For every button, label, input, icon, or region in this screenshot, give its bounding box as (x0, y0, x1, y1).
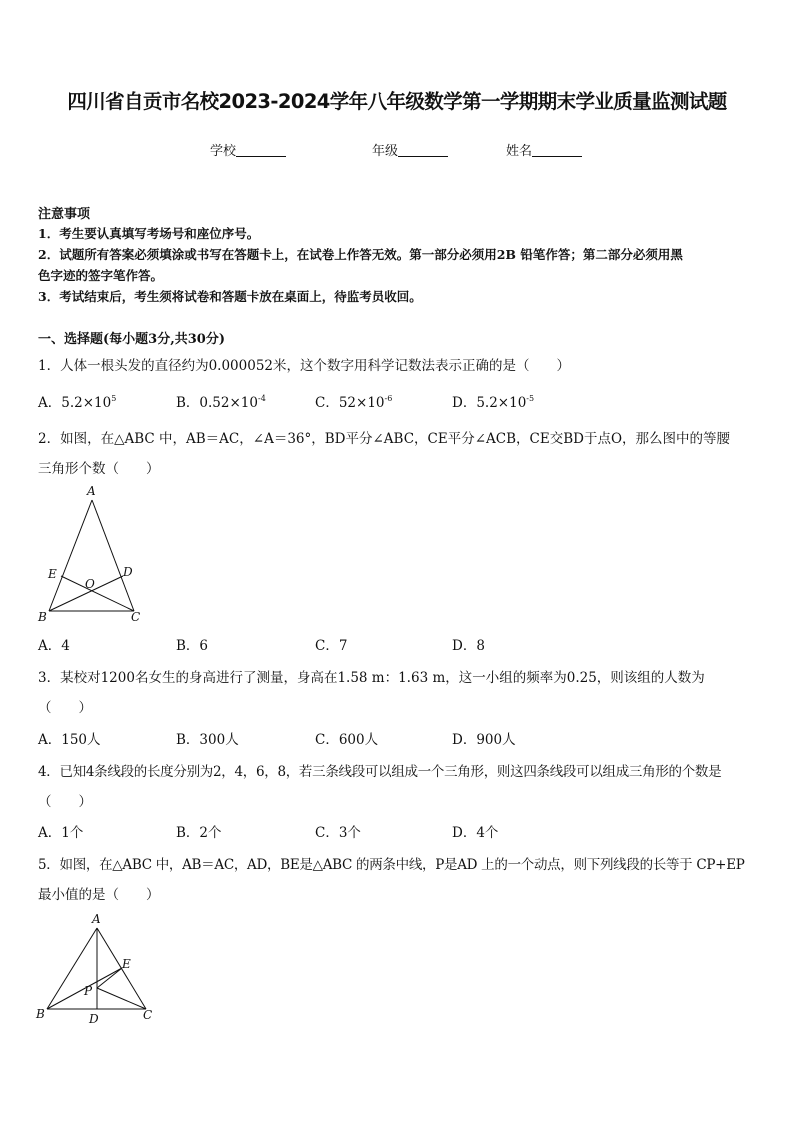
note-3: 3．考试结束后，考生须将试卷和答题卡放在桌面上，待监考员收回。 (38, 289, 422, 304)
q4-option-c: C．3个 (315, 825, 361, 841)
q5-label-a: A (92, 912, 101, 926)
school-field (210, 140, 286, 159)
q5-label-e: E (122, 957, 131, 971)
q4-option-a: A．1个 (38, 825, 84, 841)
q5-segment-pc (97, 988, 146, 1009)
q5-label-b: B (36, 1007, 45, 1021)
note-2: 2．试题所有答案必须填涂或书写在答题卡上，在试卷上作答无效。第一部分必须用2B 铅笔作答；第二部分必须用黑 (38, 247, 683, 262)
grade-blank (398, 142, 448, 157)
q3-option-c: C．600人 (315, 732, 379, 748)
section-heading: 一、选择题(每小题3分,共30分) (38, 332, 225, 347)
q1-option-c: C．$52\times 10^{-6}$ (315, 394, 393, 411)
q4-stem-line2: （ ） (38, 794, 92, 810)
school-blank (236, 142, 286, 157)
q3-option-d: D．900人 (452, 732, 516, 748)
note-1: 1．考生要认真填写考场号和座位序号。 (38, 226, 260, 241)
notes-heading: 注意事项 (38, 207, 91, 222)
q1-stem: 1．人体一根头发的直径约为0.000052米，这个数字用科学记数法表示正确的是（ ） (38, 358, 571, 374)
grade-label: 年级 (372, 144, 399, 159)
q2-stem-line1: 2．如图，在△ABC 中，AB＝AC，∠A＝36°，BD平分∠ABC，CE平分∠ACB，CE交BD于点O，那么图中的等腰 (38, 431, 731, 447)
q5-label-p: P (84, 984, 93, 998)
q5-label-d: D (89, 1012, 99, 1026)
name-blank (532, 142, 582, 157)
grade-field (372, 140, 448, 159)
q2-label-d: D (123, 565, 133, 579)
q3-stem-line1: 3．某校对1200名女生的身高进行了测量，身高在1.58 m：1.63 m，这一小组的频率为0.25，则该组的人数为 (38, 670, 705, 686)
q4-stem-line1: 4．已知4条线段的长度分别为2，4，6，8，若三条线段可以组成一个三角形，则这四条线段可以组成三角形的个数是 (38, 764, 722, 780)
q3-stem-line2: （ ） (38, 700, 92, 716)
q1-option-b: B．$0.52\times 10^{-4}$ (176, 394, 266, 411)
q4-option-b: B．2个 (176, 825, 222, 841)
q2-option-b: B．6 (176, 638, 209, 654)
name-label: 姓名 (506, 144, 533, 159)
q2-stem-line2: 三角形个数（ ） (38, 461, 160, 477)
q3-option-b: B．300人 (176, 732, 239, 748)
q2-label-b: B (38, 610, 47, 624)
q1-option-d: D．$5.2\times 10^{-5}$ (452, 394, 535, 411)
q2-segment-ab (49, 500, 92, 611)
q2-label-o: O (85, 577, 95, 591)
exam-title: 四川省自贡市名校2023-2024学年八年级数学第一学期期末学业质量监测试题 (67, 90, 727, 113)
name-field (506, 140, 582, 159)
q1-option-a: A．$5.2\times 10^5$ (38, 394, 117, 411)
q5-stem-line1: 5．如图，在△ABC 中，AB＝AC，AD，BE是△ABC 的两条中线，P是AD 上的一个动点，则下列线段的长等于 CP+EP (38, 857, 745, 873)
q2-triangle-figure (30, 480, 160, 628)
q5-triangle-figure (30, 908, 160, 1030)
q5-stem-line2: 最小值的是（ ） (38, 887, 160, 903)
note-2-cont: 色字迹的签字笔作答。 (38, 268, 164, 283)
q2-label-a: A (87, 484, 96, 498)
q5-label-c: C (143, 1008, 153, 1022)
q2-option-c: C．7 (315, 638, 348, 654)
q4-option-d: D．4个 (452, 825, 499, 841)
q3-option-a: A．150人 (38, 732, 101, 748)
q2-label-c: C (131, 610, 141, 624)
school-label: 学校 (210, 144, 237, 159)
q2-label-e: E (48, 567, 57, 581)
q2-option-d: D．8 (452, 638, 485, 654)
q2-option-a: A．4 (38, 638, 70, 654)
q5-segment-pe (97, 968, 122, 988)
